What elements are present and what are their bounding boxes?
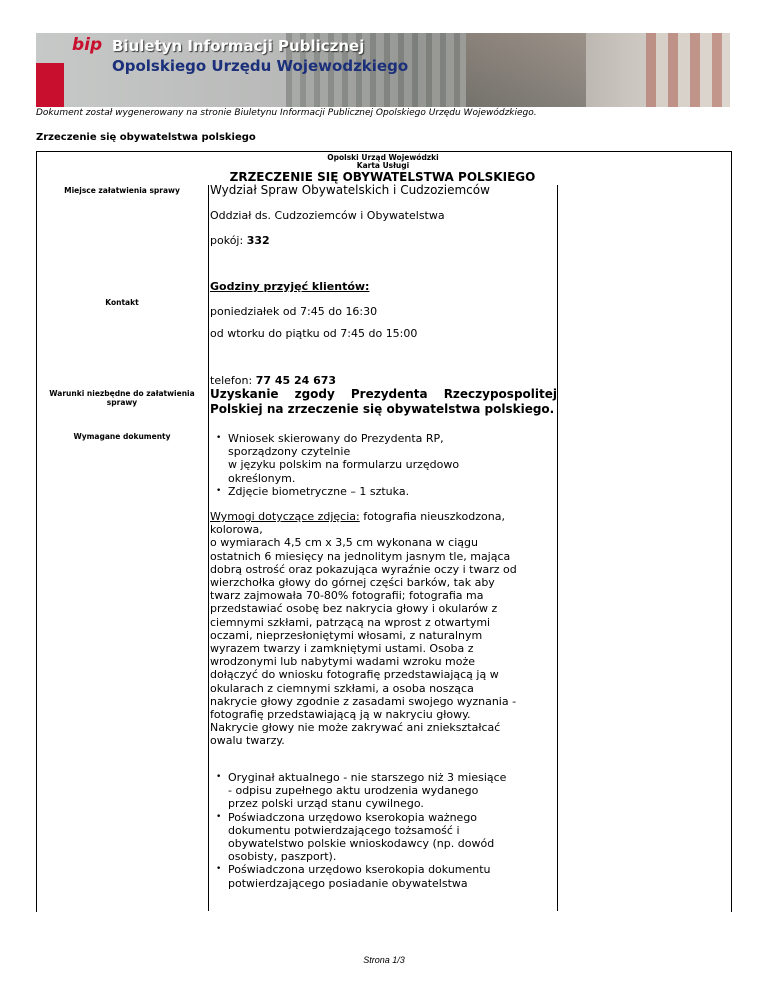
- hours-monday: poniedziałek od 7:45 do 16:30: [210, 305, 378, 318]
- header-banner: [36, 33, 730, 107]
- conditions-text: Uzyskanie zgody Prezydenta Rzeczypospolitej Polskiej na zrzeczenie się obywatelstwa polskiego.: [210, 387, 557, 416]
- hours-heading: Godziny przyjęć klientów:: [210, 280, 370, 293]
- column-divider-right: [557, 185, 558, 911]
- document-item-id-copy: • Poświadczona urzędowo kserokopia ważnego dokumentu potwierdzającego tożsamość i obywatelstwo polskie wnioskodawcy (np. dowód osobisty, paszport).: [228, 811, 557, 864]
- place-section: Oddział ds. Cudzoziemców i Obywatelstwa: [210, 209, 445, 222]
- card-title: ZRZECZENIE SIĘ OBYWATELSTWA POLSKIEGO: [229, 170, 536, 184]
- phone-number: 77 45 24 673: [255, 374, 337, 387]
- label-conditions: Warunki niezbędne do załatwienia sprawy: [49, 389, 195, 407]
- room-label: pokój:: [210, 234, 247, 247]
- card-type: Karta Usługi: [356, 161, 410, 170]
- documents-list-top: [210, 432, 557, 498]
- phone-label: telefon:: [210, 374, 256, 387]
- photo-requirements: Wymogi dotyczące zdjęcia: fotografia nieuszkodzona, kolorowa, o wymiarach 4,5 cm x 3,5 cm wykonana w ciągu ostatnich 6 miesięcy na jednolitym jasnym tle, mająca dobrą ostrość oraz pokazująca wyraźnie oczy i twarz od wierzchołka głowy do górnej części barków, tak aby twarz zajmowała 70-80% fotografii; fotografia ma przedstawiać osobę bez nakrycia głowy i okularów z ciemnymi szkłami, patrzącą na wprost z otwartymi oczami, nieprzesłoniętymi włosami, z naturalnym wyrazem twarzy i zamkniętymi ustami. Osoba z wrodzonymi lub nabytymi wadami wzroku może dołączyć do wniosku fotografię przedstawiającą ją w okularach z ciemnymi szkłami, a osoba nosząca nakrycie głowy zgodnie z zasadami swojego wyznania - fotografię przedstawiającą ją w nakryciu głowy. Nakrycie głowy nie może zakrywać ani zniekształcać owalu twarzy.: [210, 510, 517, 748]
- banner-red-strip: [36, 63, 64, 107]
- documents-list-bottom: [210, 771, 557, 890]
- phone: [210, 374, 557, 387]
- label-documents: Wymagane dokumenty: [73, 432, 171, 441]
- document-item-photo: • Zdjęcie biometryczne – 1 sztuka.: [228, 485, 557, 498]
- generation-notice: Dokument został wygenerowany na stronie Biuletynu Informacji Publicznej Opolskiego Urzędu Wojewódzkiego.: [36, 108, 537, 118]
- document-item-citizenship-proof: • Poświadczona urzędowo kserokopia dokumentu potwierdzającego posiadanie obywatelstwa: [228, 863, 557, 889]
- banner-tree-photo: [466, 33, 586, 107]
- page-number: Strona 1/3: [363, 955, 405, 965]
- photo-req-label: Wymogi dotyczące zdjęcia:: [210, 510, 360, 523]
- place-room: [210, 234, 557, 247]
- office-name: Opolski Urząd Wojewódzki: [327, 153, 439, 162]
- document-title: Zrzeczenie się obywatelstwa polskiego: [36, 132, 256, 143]
- document-item-birth-certificate: • Oryginał aktualnego - nie starszego niż 3 miesiące - odpisu zupełnego aktu urodzenia wydanego przez polski urząd stanu cywilnego.: [228, 771, 557, 811]
- place-department: Wydział Spraw Obywatelskich i Cudzoziemców: [210, 183, 490, 197]
- banner-title-line1: Biuletyn Informacji Publicznej: [112, 37, 365, 55]
- document-item-application: • Wniosek skierowany do Prezydenta RP, sporządzony czytelnie w języku polskim na formularzu urzędowo określonym.: [228, 432, 557, 485]
- label-contact: Kontakt: [105, 298, 139, 307]
- bip-logo: bip: [72, 35, 103, 55]
- column-divider-left: [208, 185, 209, 911]
- banner-title-line2: Opolskiego Urzędu Wojewodzkiego: [112, 57, 409, 75]
- label-place: Miejsce załatwienia sprawy: [64, 186, 180, 195]
- room-number: 332: [246, 234, 270, 247]
- hours-tue-fri: od wtorku do piątku od 7:45 do 15:00: [210, 327, 418, 340]
- banner-corridor-photo: [646, 33, 730, 107]
